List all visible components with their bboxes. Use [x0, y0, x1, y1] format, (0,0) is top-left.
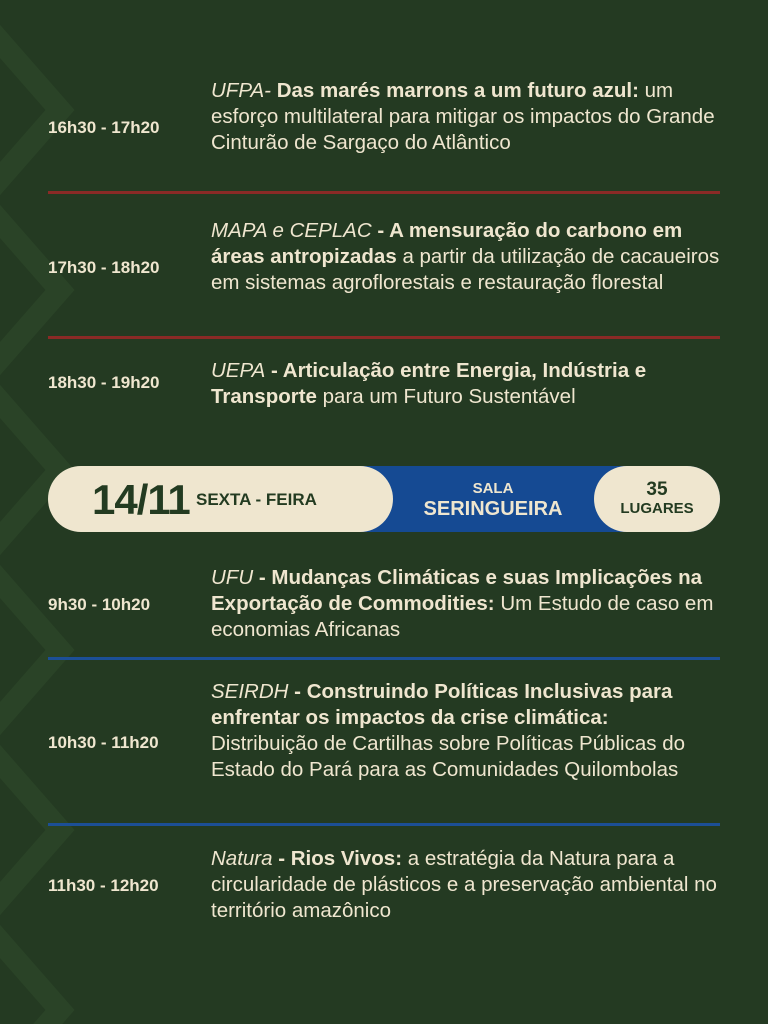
session-title-bold: - A mensuração do carbono em áreas antropizadas: [211, 219, 683, 268]
session-time: 18h30 - 19h20: [48, 373, 160, 392]
session-title: [211, 358, 720, 410]
session-row: [48, 565, 720, 643]
date: 14/11: [92, 476, 190, 523]
divider: [48, 823, 720, 826]
session-title: [211, 78, 720, 156]
session-title-bold: - Articulação entre Energia, Indústria e Transporte: [211, 359, 647, 408]
session-title-bold: - Rios Vivos:: [278, 847, 403, 870]
room-label: [398, 480, 588, 521]
session-title-bold: - Construindo Políticas Inclusivas para enfrentar os impactos da crise climática:: [211, 680, 673, 729]
divider: [48, 657, 720, 660]
session-time: 11h30 - 12h20: [48, 876, 159, 895]
session-row: [48, 358, 720, 410]
session-time: 9h30 - 10h20: [48, 595, 151, 614]
capacity-pill: [594, 466, 720, 532]
session-org: MAPA e CEPLAC: [211, 219, 372, 242]
session-time: 16h30 - 17h20: [48, 118, 160, 137]
session-org: UEPA: [211, 359, 266, 382]
room-name: SERINGUEIRA: [423, 498, 563, 520]
day-banner: [48, 466, 720, 532]
session-title: [211, 846, 720, 924]
date-pill: [48, 466, 393, 532]
session-title-rest: a partir da utilização de cacaueiros em sistemas agroflorestais e restauração florestal: [211, 245, 720, 294]
session-row: [48, 218, 720, 322]
session-title-rest: a estratégia da Natura para a circularidade de plásticos e a preservação ambiental no território amazônico: [211, 847, 717, 922]
session-title-rest: Um Estudo de caso em economias Africanas: [211, 592, 714, 641]
room-label-prefix: SALA: [472, 480, 514, 497]
session-org: SEIRDH: [211, 680, 289, 703]
divider: [48, 336, 720, 339]
session-title: [211, 565, 720, 643]
divider: [48, 191, 720, 194]
session-title: [211, 679, 720, 783]
session-org: UFU: [211, 566, 254, 589]
session-row: [48, 679, 720, 809]
session-org: Natura: [211, 847, 273, 870]
capacity-number: 35: [646, 479, 668, 500]
session-title-rest: um esforço multilateral para mitigar os impactos do Grande Cinturão de Sargaço do Atlântico: [211, 79, 715, 154]
session-time: 10h30 - 11h20: [48, 733, 159, 752]
session-row: [48, 846, 720, 950]
session-title-rest: para um Futuro Sustentável: [322, 385, 576, 408]
session-time: 17h30 - 18h20: [48, 258, 160, 277]
session-title: [211, 218, 720, 296]
session-title-bold: Das marés marrons a um futuro azul:: [276, 79, 639, 102]
session-title-bold: - Mudanças Climáticas e suas Implicações na Exportação de Commodities:: [211, 566, 703, 615]
session-row: [48, 78, 720, 182]
capacity-label: LUGARES: [620, 500, 694, 517]
weekday: SEXTA - FEIRA: [196, 490, 317, 509]
session-title-rest: Distribuição de Cartilhas sobre Políticas Públicas do Estado do Pará para as Comunidades Quilombolas: [211, 732, 686, 781]
session-org: UFPA-: [211, 79, 271, 102]
